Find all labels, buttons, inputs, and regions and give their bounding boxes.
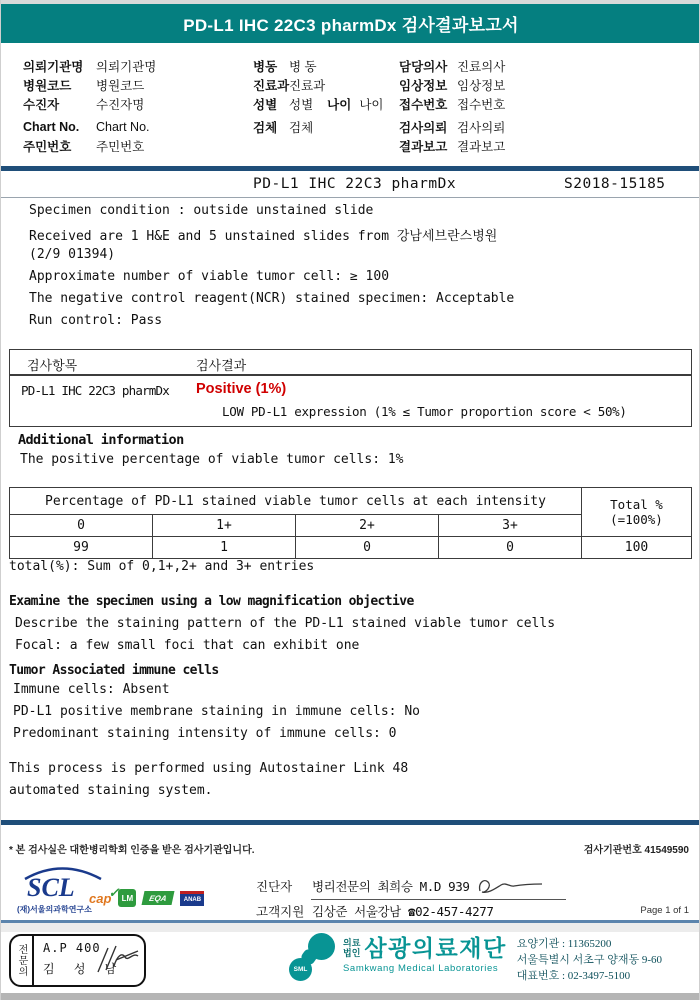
accreditation-note: * 본 검사실은 대한병리학회 인증을 받은 검사기관입니다. — [9, 845, 255, 856]
specialist-stamp-box — [9, 934, 146, 987]
intensity-value: 99 — [10, 537, 153, 559]
field-ward — [253, 56, 403, 75]
immune-line: PD-L1 positive membrane staining in immune cells: No — [13, 704, 420, 719]
additional-info-line: The positive percentage of viable tumor cells: 1% — [20, 452, 404, 467]
eqa-logo: EQA — [142, 891, 175, 905]
field-label: 접수번호 — [399, 97, 448, 112]
specimen-line: The negative control reagent(NCR) stained specimen: Acceptable — [29, 291, 515, 306]
footer-divider-bar — [1, 820, 700, 825]
field-label: 병동 — [253, 59, 278, 74]
total-header — [582, 488, 692, 537]
page-number: Page 1 of 1 — [640, 905, 689, 916]
stamp-name: 김 성 남 — [43, 962, 123, 976]
sml-contact-info — [517, 933, 662, 985]
result-test-name: PD-L1 IHC 22C3 pharmDx — [21, 383, 169, 398]
result-box-header — [10, 350, 691, 376]
sml-name-line — [343, 936, 507, 960]
intensity-table-footnote: total(%): Sum of 0,1+,2+ and 3+ entries — [9, 559, 315, 574]
intensity-table — [9, 487, 692, 559]
specimen-line: Received are 1 H&E and 5 unstained slides from 강남세브란스병원 — [29, 229, 498, 244]
sml-info-line: 서울특별시 서초구 양재동 9-60 — [516, 954, 663, 966]
patient-info-col2 — [253, 56, 403, 136]
sml-logo-text: SML — [293, 966, 308, 973]
total-header-line1: Total % — [610, 497, 663, 512]
sml-info-line: 대표번호 : 02-3497-5100 — [516, 970, 631, 982]
sml-logo-text-circle — [289, 958, 312, 981]
field-label: Chart No. — [23, 119, 80, 134]
field-sex-age — [253, 94, 403, 113]
field-doctor — [399, 56, 679, 75]
sml-org-type-line: 의료 — [343, 938, 361, 948]
specimen-line: Run control: Pass — [29, 313, 163, 328]
field-label: 검사의뢰 — [399, 120, 448, 135]
field-label: 수진자 — [23, 97, 60, 112]
bottom-gray-band — [1, 923, 700, 932]
total-header-line2: (=100%) — [610, 512, 663, 527]
sml-org-name: 삼광의료재단 — [364, 935, 507, 961]
specimen-line: Approximate number of viable tumor cell: ≥ 100 — [29, 269, 390, 284]
field-label: 나이 — [327, 97, 352, 112]
samkwang-footer — [289, 933, 662, 985]
field-resident-no — [23, 136, 248, 155]
specimen-line: (2/9 01394) — [29, 247, 116, 262]
section-divider-bar — [1, 166, 700, 171]
field-label: 진료과 — [253, 78, 290, 93]
field-label: 담당의사 — [399, 59, 448, 74]
diagnostician-row — [256, 877, 556, 902]
field-label: 의뢰기관명 — [23, 59, 84, 74]
field-value: 나이 — [359, 97, 384, 112]
lab-registration-number: 검사기관번호 41549590 — [583, 845, 689, 856]
specimen-notes — [29, 203, 679, 335]
cap-logo-text: cap — [89, 890, 112, 906]
field-test-request — [399, 117, 679, 136]
sml-logo — [289, 933, 337, 985]
field-hospital-code — [23, 75, 248, 94]
support-contact: 김상준 서울강남 ☎02-457-4277 — [312, 904, 494, 919]
stamp-signature — [90, 940, 142, 980]
examine-line: Describe the staining pattern of the PD-L1 stained viable tumor cells — [15, 616, 556, 631]
immune-line: Predominant staining intensity of immune cells: 0 — [13, 726, 397, 741]
field-chart-no — [23, 117, 248, 136]
field-value: 검사의뢰 — [457, 120, 506, 135]
field-value: 진료의사 — [457, 59, 506, 74]
lmi-logo: LM — [118, 889, 136, 907]
signature-underline — [311, 899, 566, 900]
diagnostician-signature — [474, 873, 546, 899]
field-label: 성별 — [253, 97, 278, 112]
process-line: automated staining system. — [9, 783, 213, 798]
field-label: 검체 — [253, 120, 278, 135]
result-box-item-header: 검사항목 — [27, 359, 78, 374]
field-value: 성별 — [289, 97, 314, 112]
field-label: 병원코드 — [23, 78, 72, 93]
result-box-result-header: 검사결과 — [196, 359, 247, 374]
report-title: PD-L1 IHC 22C3 pharmDx 검사결과보고서 — [183, 16, 519, 35]
sml-org-type-line: 법인 — [343, 948, 361, 958]
intensity-value: 1 — [153, 537, 296, 559]
field-clinical-info — [399, 75, 679, 94]
intensity-value: 0 — [296, 537, 439, 559]
field-value: 주민번호 — [96, 139, 145, 154]
field-value: 임상정보 — [457, 78, 506, 93]
diagnostician-name: 병리전문의 최희승 M.D 939 — [312, 879, 470, 894]
bottom-strip — [1, 993, 700, 1000]
field-value: 의뢰기관명 — [96, 59, 157, 74]
field-patient-name — [23, 94, 248, 113]
field-label: 주민번호 — [23, 139, 72, 154]
intensity-col-header: 0 — [10, 515, 153, 537]
scl-org-name: (재)서울의과학연구소 — [17, 905, 92, 914]
result-interpretation: LOW PD-L1 expression (1% ≤ Tumor proportion score < 50%) — [222, 404, 627, 419]
field-value: 진료과 — [289, 78, 326, 93]
diagnostician-label: 진단자 — [256, 880, 293, 894]
cap-accredited-logo — [89, 884, 120, 906]
field-value: 수진자명 — [96, 97, 145, 112]
anab-logo: ANAB — [180, 891, 204, 906]
sml-info-line: 요양기관 : 11365200 — [516, 938, 612, 950]
sml-org-name-en: Samkwang Medical Laboratories — [343, 963, 499, 974]
immune-line: Immune cells: Absent — [13, 682, 170, 697]
check-icon: ✓ — [108, 884, 120, 900]
field-value: 접수번호 — [457, 97, 506, 112]
field-value: 검체 — [289, 120, 314, 135]
sml-name-block — [343, 933, 507, 985]
intensity-value: 0 — [439, 537, 582, 559]
examine-heading: Examine the specimen using a low magnification objective — [9, 594, 414, 609]
accession-number: S2018-15185 — [564, 176, 666, 192]
intensity-span-header: Percentage of PD-L1 stained viable tumor cells at each intensity — [10, 488, 582, 515]
process-line: This process is performed using Autostainer Link 48 — [9, 761, 409, 776]
result-box — [9, 349, 692, 427]
table-row — [10, 537, 692, 559]
stamp-vertical-label: 전문의 — [11, 936, 34, 985]
stamp-body — [34, 936, 144, 985]
field-value: Chart No. — [96, 119, 150, 134]
field-value: 결과보고 — [457, 139, 506, 154]
svg-text:SCL: SCL — [27, 873, 75, 902]
field-requesting-org — [23, 56, 248, 75]
header-underline — [1, 197, 700, 198]
field-department — [253, 75, 403, 94]
field-value: 병원코드 — [96, 78, 145, 93]
field-receipt-no — [399, 94, 679, 113]
field-result-report — [399, 136, 679, 155]
intensity-total-value: 100 — [582, 537, 692, 559]
field-value: 병 동 — [289, 59, 317, 74]
sml-org-type — [343, 936, 360, 958]
intensity-col-header: 2+ — [296, 515, 439, 537]
field-specimen — [253, 117, 403, 136]
report-title-banner — [1, 4, 700, 43]
test-title: PD-L1 IHC 22C3 pharmDx — [253, 176, 457, 192]
support-label: 고객지원 — [256, 905, 305, 919]
immune-cells-heading: Tumor Associated immune cells — [9, 663, 219, 678]
intensity-col-header: 3+ — [439, 515, 582, 537]
examine-line: Focal: a few small foci that can exhibit one — [15, 638, 360, 653]
field-label: 임상정보 — [399, 78, 448, 93]
table-row — [10, 488, 692, 515]
patient-info-col1 — [23, 56, 248, 155]
additional-info-heading: Additional information — [18, 432, 184, 448]
specimen-line: Specimen condition : outside unstained slide — [29, 203, 374, 218]
intensity-col-header: 1+ — [153, 515, 296, 537]
field-label: 결과보고 — [399, 139, 448, 154]
accreditation-logos — [89, 884, 204, 907]
patient-info-col3 — [399, 56, 679, 155]
stamp-code: A.P 400 — [43, 941, 101, 955]
result-value: Positive (1%) — [196, 381, 287, 397]
